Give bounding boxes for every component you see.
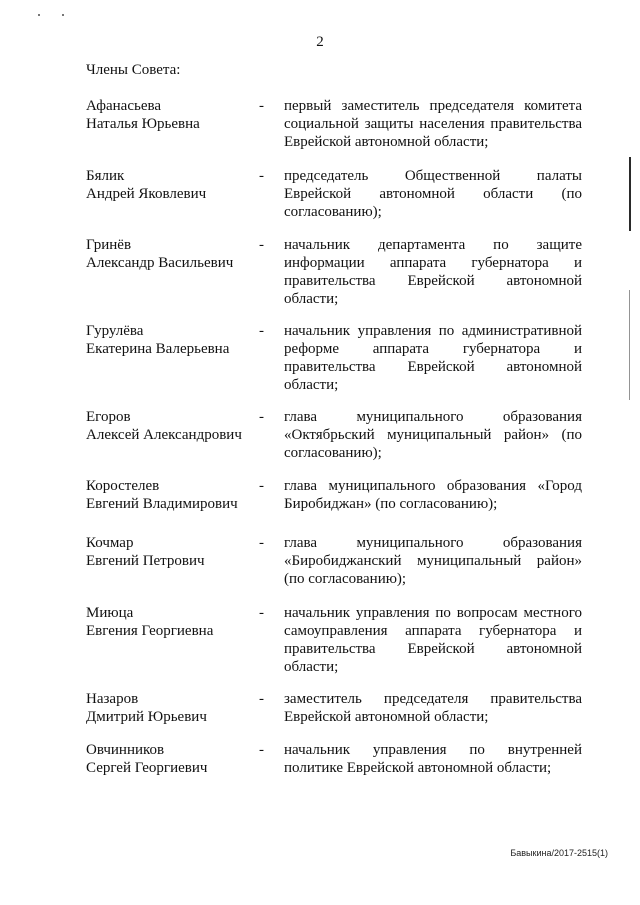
member-surname: Назаров: [86, 691, 139, 707]
member-role: глава муниципального образования «Биробиджанский муниципальный район» (по согласованию);: [284, 535, 582, 587]
member-given-name: Наталья Юрьевна: [86, 116, 200, 132]
member-surname: Егоров: [86, 409, 131, 425]
member-given-name: Алексей Александрович: [86, 427, 242, 443]
dash-separator: -: [259, 605, 264, 621]
member-role: заместитель председателя правительства Еврейской автономной области;: [284, 691, 582, 725]
member-given-name: Дмитрий Юрьевич: [86, 709, 207, 725]
dash-separator: -: [259, 535, 264, 551]
member-given-name: Евгений Петрович: [86, 553, 205, 569]
member-name: [86, 167, 256, 203]
member-name: [86, 236, 256, 272]
member-name: [86, 477, 256, 513]
member-role: начальник управления по административной реформе аппарата губернатора и правительства Еврейской автономной области;: [284, 323, 582, 393]
member-given-name: Сергей Георгиевич: [86, 760, 208, 776]
member-role: начальник управления по внутренней политике Еврейской автономной области;: [284, 742, 582, 776]
scan-edge-mark: [629, 157, 631, 231]
member-surname: Овчинников: [86, 742, 165, 758]
member-name: [86, 322, 256, 358]
dash-separator: -: [259, 691, 264, 707]
member-given-name: Александр Васильевич: [86, 255, 234, 271]
member-role: глава муниципального образования «Город Биробиджан» (по согласованию);: [284, 478, 582, 512]
member-name: [86, 97, 256, 133]
document-footer-code: Бавыкина/2017-2515(1): [510, 848, 608, 858]
section-heading: Члены Совета:: [86, 62, 181, 78]
scan-dot: [62, 14, 64, 16]
member-surname: Гринёв: [86, 237, 132, 253]
member-name: [86, 604, 256, 640]
member-given-name: Евгения Георгиевна: [86, 623, 214, 639]
dash-separator: -: [259, 237, 264, 253]
scan-edge-mark: [629, 290, 630, 400]
dash-separator: -: [259, 323, 264, 339]
member-name: [86, 741, 256, 777]
dash-separator: -: [259, 98, 264, 114]
member-given-name: Андрей Яковлевич: [86, 186, 207, 202]
scan-dot: [38, 14, 40, 16]
member-surname: Бялик: [86, 168, 125, 184]
member-role: начальник управления по вопросам местного самоуправления аппарата губернатора и правительства Еврейской автономной области;: [284, 605, 582, 675]
dash-separator: -: [259, 478, 264, 494]
dash-separator: -: [259, 742, 264, 758]
dash-separator: -: [259, 168, 264, 184]
member-given-name: Екатерина Валерьевна: [86, 341, 230, 357]
member-role: глава муниципального образования «Октябрьский муниципальный район» (по согласованию);: [284, 409, 582, 461]
member-surname: Кочмар: [86, 535, 134, 551]
member-surname: Гурулёва: [86, 323, 144, 339]
member-role: председатель Общественной палаты Еврейской автономной области (по согласованию);: [284, 168, 582, 220]
member-surname: Афанасьева: [86, 98, 162, 114]
member-name: [86, 534, 256, 570]
dash-separator: -: [259, 409, 264, 425]
member-surname: Миюца: [86, 605, 134, 621]
member-name: [86, 690, 256, 726]
member-given-name: Евгений Владимирович: [86, 496, 238, 512]
member-role: начальник департамента по защите информации аппарата губернатора и правительства Еврейской автономной области;: [284, 237, 582, 307]
member-name: [86, 408, 256, 444]
member-role: первый заместитель председателя комитета социальной защиты населения правительства Еврейской автономной области;: [284, 98, 582, 150]
page-number: 2: [316, 34, 324, 50]
member-surname: Коростелев: [86, 478, 160, 494]
